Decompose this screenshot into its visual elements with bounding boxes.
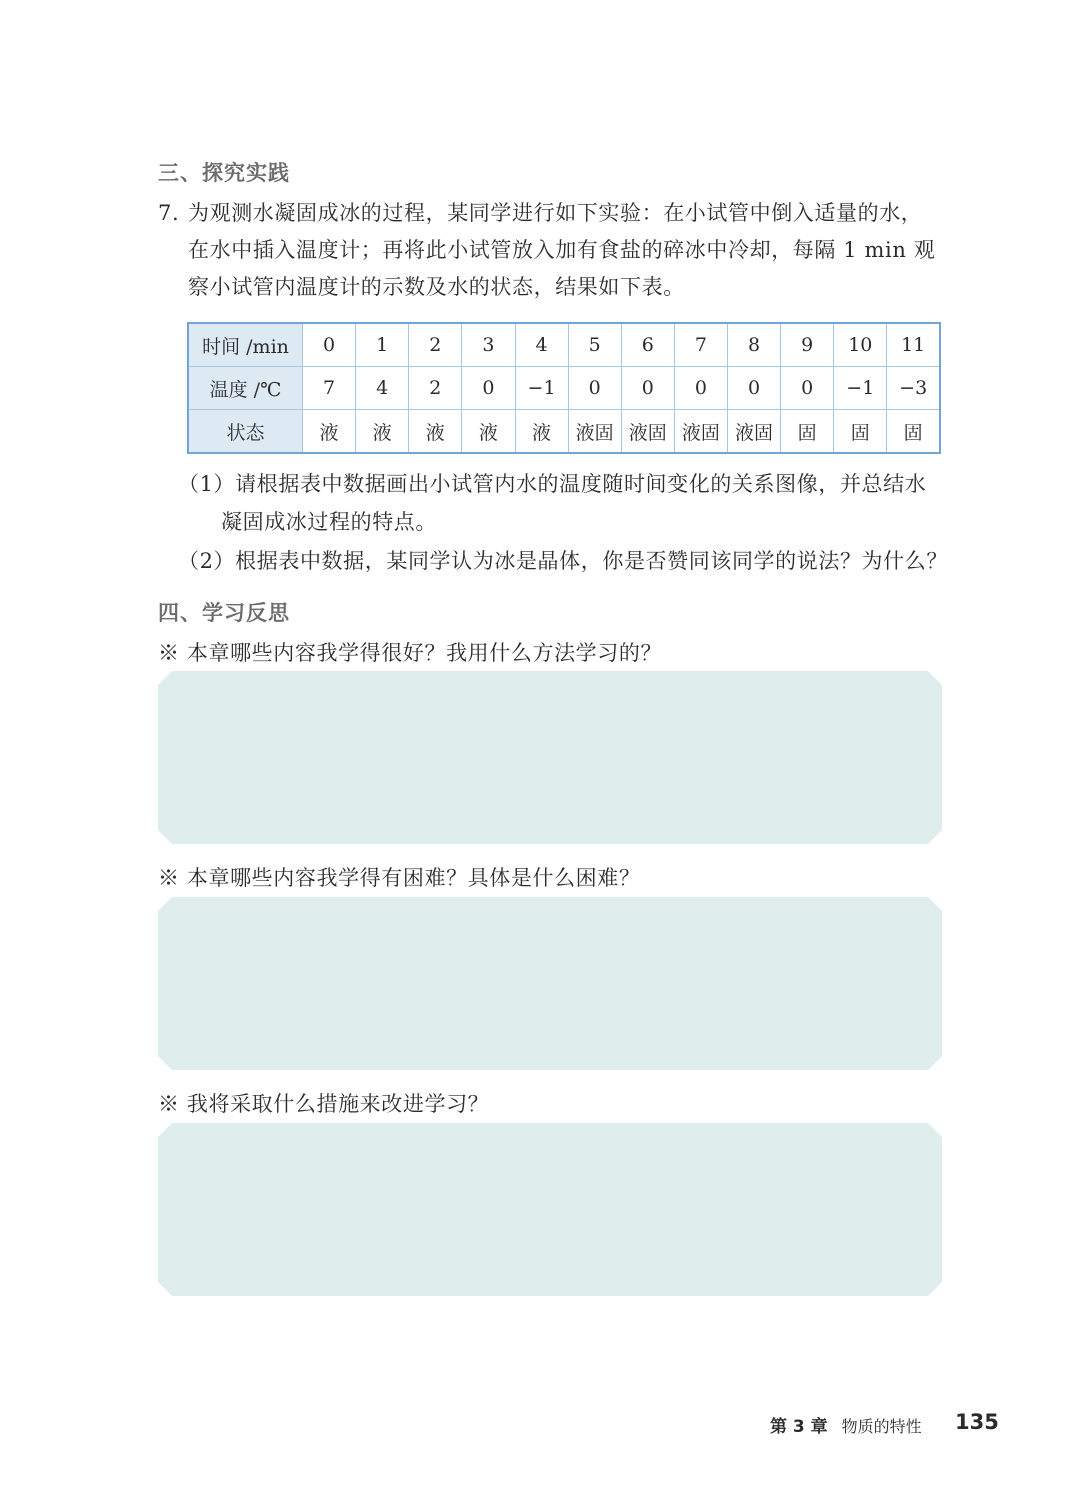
table-cell: −3 [887, 367, 940, 410]
section-heading-reflection: 四、学习反思 [158, 601, 290, 625]
section-heading-inquiry: 三、探究实践 [158, 161, 290, 185]
table-cell: 0 [621, 367, 674, 410]
table-cell: 液 [409, 410, 462, 454]
table-cell: 液固 [728, 410, 781, 454]
table-cell: 固 [834, 410, 887, 454]
chapter-title: 物质的特性 [841, 1417, 922, 1436]
reflection-prompt-2: ※ 本章哪些内容我学得有困难？具体是什么困难？ [158, 866, 641, 890]
row-header: 状态 [188, 410, 303, 454]
table-row-time [188, 323, 940, 367]
table-cell: 液 [462, 410, 515, 454]
table-cell: 液固 [621, 410, 674, 454]
table-cell: 4 [515, 323, 568, 367]
table-cell: 11 [887, 323, 940, 367]
page-footer [770, 1412, 922, 1437]
row-header: 温度 /℃ [188, 367, 303, 410]
table-cell: 2 [409, 323, 462, 367]
answer-box-2[interactable] [158, 897, 942, 1070]
table-cell: 液固 [674, 410, 727, 454]
table-cell: 4 [356, 367, 409, 410]
question-text-line: 为观测水凝固成冰的过程，某同学进行如下实验：在小试管中倒入适量的水， [188, 201, 923, 225]
table-cell: 液 [356, 410, 409, 454]
table-cell: 0 [781, 367, 834, 410]
table-cell: 固 [887, 410, 940, 454]
table-cell: 3 [462, 323, 515, 367]
table-row-state [188, 410, 940, 454]
table-cell: 液 [303, 410, 356, 454]
table-cell: 7 [674, 323, 727, 367]
table-cell: 液 [515, 410, 568, 454]
table-cell: 6 [621, 323, 674, 367]
question-text-line: 在水中插入温度计；再将此小试管放入加有食盐的碎冰中冷却，每隔 1 min 观 [188, 238, 936, 262]
table-cell: 0 [728, 367, 781, 410]
table-cell: 固 [781, 410, 834, 454]
sub-question-1: （1）请根据表中数据画出小试管内水的温度随时间变化的关系图像，并总结水 [178, 472, 927, 496]
answer-box-1[interactable] [158, 671, 942, 844]
table-cell: 0 [303, 323, 356, 367]
data-table [187, 322, 941, 454]
table-cell: 10 [834, 323, 887, 367]
table-cell: −1 [515, 367, 568, 410]
sub-question-2: （2）根据表中数据，某同学认为冰是晶体，你是否赞同该同学的说法？为什么？ [178, 549, 948, 573]
table-cell: 0 [462, 367, 515, 410]
answer-box-3[interactable] [158, 1123, 942, 1296]
table-cell: −1 [834, 367, 887, 410]
question-number: 7. [158, 201, 180, 225]
table-cell: 0 [568, 367, 621, 410]
table-cell: 5 [568, 323, 621, 367]
reflection-prompt-1: ※ 本章哪些内容我学得很好？我用什么方法学习的？ [158, 641, 663, 665]
table-row-temperature [188, 367, 940, 410]
row-header: 时间 /min [188, 323, 303, 367]
reflection-prompt-3: ※ 我将采取什么措施来改进学习？ [158, 1092, 490, 1116]
chapter-label: 第 3 章 [770, 1417, 828, 1437]
table-cell: 0 [674, 367, 727, 410]
table-cell: 8 [728, 323, 781, 367]
page-number: 135 [955, 1410, 999, 1434]
table-cell: 液固 [568, 410, 621, 454]
table-cell: 7 [303, 367, 356, 410]
sub-question-1-continued: 凝固成冰过程的特点。 [221, 510, 437, 534]
question-text-line: 察小试管内温度计的示数及水的状态，结果如下表。 [188, 275, 685, 299]
table-cell: 1 [356, 323, 409, 367]
table-cell: 2 [409, 367, 462, 410]
table-cell: 9 [781, 323, 834, 367]
